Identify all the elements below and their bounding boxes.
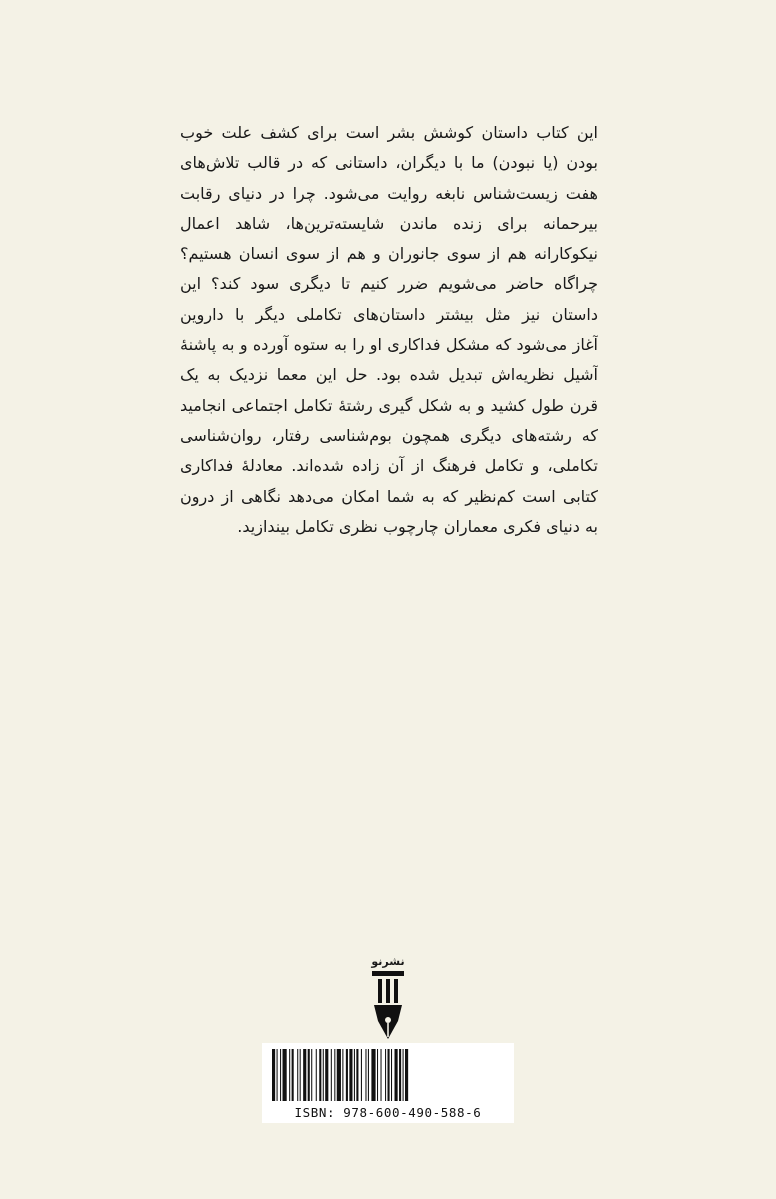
back-cover-blurb <box>180 118 598 542</box>
barcode-bar <box>311 1049 312 1101</box>
barcode-bar <box>297 1049 298 1101</box>
blurb-line: که رشته‌های دیگری همچون بوم‌شناسی رفتار، روان‌شناسی <box>180 425 598 445</box>
blurb-line: کتابی است کم‌نظیر که به شما امکان می‌دهد نگاهی از درون <box>180 486 598 506</box>
barcode-bar <box>365 1049 366 1101</box>
barcode-bar <box>342 1049 343 1101</box>
barcode-bar <box>331 1049 332 1101</box>
blurb-line: قرن طول کشید و به شکل گیری رشتهٔ تکامل اجتماعی انجامید <box>180 395 598 415</box>
barcode-bar <box>405 1049 408 1101</box>
barcode-bar <box>325 1049 328 1101</box>
blurb-line: داستان نیز مثل بیشتر داستان‌های تکاملی دیگر با داروین <box>180 304 598 324</box>
barcode-bar <box>385 1049 386 1101</box>
barcode-bar <box>381 1049 382 1101</box>
barcode-bar <box>395 1049 398 1101</box>
blurb-line: آشیل نظریه‌اش تبدیل شده بود. حل این معما نزدیک به یک <box>180 365 598 385</box>
blurb-line: نیکوکارانه هم از سوی جانوران و هم از سوی انسان هستیم؟ <box>180 244 598 264</box>
barcode-bar <box>319 1049 321 1101</box>
barcode-bar <box>283 1049 287 1101</box>
barcode-bar <box>316 1049 317 1101</box>
barcode-bar <box>300 1049 301 1101</box>
barcode-bar <box>303 1049 306 1101</box>
blurb-line: بیرحمانه برای زنده ماندن شایسته‌ترین‌ها، شاهد اعمال <box>180 213 598 233</box>
blurb-line: هفت زیست‌شناس نابغه روایت می‌شود. چرا در دنیای رقابت <box>180 183 598 203</box>
barcode-bar <box>368 1049 369 1101</box>
barcode-bar <box>377 1049 378 1101</box>
barcode-bar <box>388 1049 390 1101</box>
blurb-line: تکاملی، و تکامل فرهنگ از آن زاده شده‌اند. معادلهٔ فداکاری <box>180 456 598 476</box>
barcode-bar <box>354 1049 355 1101</box>
barcode-bars <box>272 1049 504 1101</box>
barcode-bar <box>337 1049 341 1101</box>
barcode-bar <box>356 1049 358 1101</box>
blurb-line: این کتاب داستان کوشش بشر است برای کشف علت خوب <box>180 123 598 142</box>
barcode-bar <box>334 1049 335 1101</box>
blurb-line: بودن (یا نبودن) ما با دیگران، داستانی که در قالب تلاش‌های <box>180 153 598 173</box>
barcode <box>262 1043 514 1123</box>
barcode-bar <box>292 1049 294 1101</box>
barcode-bar <box>272 1049 275 1101</box>
barcode-bar <box>346 1049 348 1101</box>
barcode-bar <box>391 1049 392 1101</box>
blurb-line: آغاز می‌شود که مشکل فداکاری او را به ستوه آورده و به پاشنهٔ <box>180 335 598 355</box>
barcode-bar <box>308 1049 310 1101</box>
isbn-number: ISBN: 978-600-490-588-6 <box>294 1105 482 1120</box>
barcode-bar <box>349 1049 352 1101</box>
publisher-name: نشرنو <box>371 955 405 968</box>
barcode-bar <box>277 1049 278 1101</box>
barcode-bar <box>403 1049 404 1101</box>
barcode-bar <box>399 1049 401 1101</box>
barcode-bar <box>289 1049 290 1101</box>
barcode-bar <box>371 1049 375 1101</box>
blurb-line: چراگاه حاضر می‌شویم ضرر کنیم تا دیگری سود کند؟ این <box>180 274 598 294</box>
publisher-logo <box>366 955 410 1043</box>
pen-nib-icon <box>370 971 406 1041</box>
barcode-bar <box>361 1049 362 1101</box>
blurb-line: به دنیای فکری معماران چارچوب نظری تکامل بیندازید. <box>237 516 598 536</box>
barcode-bar <box>323 1049 324 1101</box>
barcode-bar <box>280 1049 281 1101</box>
